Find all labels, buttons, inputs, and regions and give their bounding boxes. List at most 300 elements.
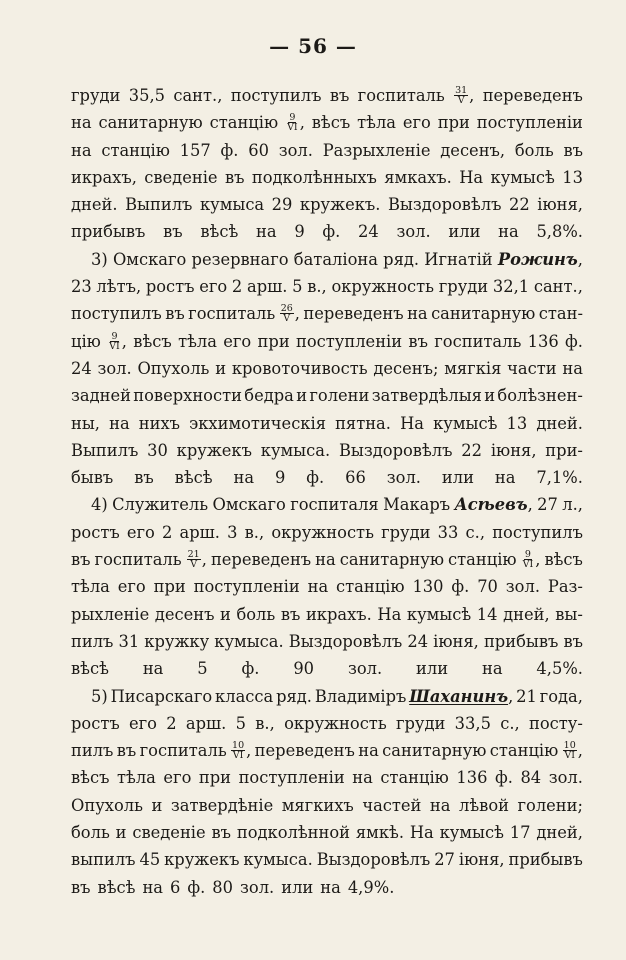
- word: вы-: [555, 604, 583, 624]
- word: на: [71, 140, 92, 160]
- word: ростъ: [71, 713, 120, 733]
- word: 14: [476, 604, 498, 624]
- word: ф.: [565, 331, 583, 351]
- fraction-month: V: [190, 559, 198, 571]
- word: 5): [91, 686, 108, 706]
- word: госпиталь: [188, 304, 276, 324]
- word: Асѣевъ,: [454, 495, 533, 515]
- word: 4): [91, 495, 108, 515]
- text-line: [71, 655, 583, 682]
- word: поступленіи: [193, 577, 300, 597]
- word: въ: [408, 331, 428, 351]
- word: его: [163, 768, 192, 788]
- fraction-month: V: [283, 313, 291, 325]
- word: при: [437, 113, 470, 133]
- word: $\frac{31}{V}$ ,: [455, 85, 475, 106]
- fraction-day: 9: [524, 549, 531, 561]
- word: в.,: [307, 277, 327, 297]
- text-line: [71, 601, 583, 628]
- word: іюня,: [537, 195, 583, 215]
- text-line: [71, 437, 583, 464]
- word: вѣсъ: [133, 331, 172, 351]
- word: зол.: [240, 877, 275, 897]
- word: поступилъ: [230, 86, 322, 105]
- word: цію: [71, 331, 101, 351]
- word: $\frac{26}{V}$ ,: [280, 303, 300, 325]
- word: сведеніе: [144, 167, 218, 187]
- word: Раз-: [547, 577, 583, 597]
- word: задней: [71, 386, 131, 406]
- word: 27: [434, 850, 455, 870]
- word: вѣсъ: [311, 113, 351, 133]
- word: ямкахъ.: [384, 167, 452, 187]
- word: зол.: [97, 358, 132, 378]
- word: ф.: [495, 768, 513, 788]
- word: ф.: [306, 468, 325, 488]
- text-line: [71, 82, 583, 109]
- word: 9: [294, 222, 305, 242]
- word: Выздоровѣлъ: [338, 440, 453, 460]
- word: $\frac{9}{VI}$ ,: [287, 112, 305, 134]
- word: дней,: [503, 604, 550, 624]
- word: поступилъ: [71, 304, 162, 324]
- word: прибывъ: [71, 222, 146, 242]
- word: санитарную: [431, 304, 536, 324]
- date-fraction: [108, 332, 121, 351]
- word: и: [220, 604, 231, 624]
- text-line: [71, 137, 583, 164]
- word: ямкѣ.: [355, 823, 404, 843]
- word: голени: [309, 386, 370, 406]
- word: 157: [179, 140, 211, 160]
- word: тѣла: [117, 768, 156, 788]
- word: въ: [329, 86, 350, 105]
- word: на: [320, 877, 341, 897]
- word: 31: [118, 631, 140, 651]
- word: подколѣнной: [236, 823, 351, 843]
- word: госпиталь: [94, 550, 182, 570]
- word: кумысѣ: [439, 823, 504, 843]
- word: его: [402, 113, 431, 133]
- word: 27: [537, 495, 558, 515]
- word: бедра: [244, 386, 294, 406]
- word: кружекъ: [176, 440, 252, 460]
- word: поступилъ: [492, 522, 583, 542]
- word: выпилъ: [71, 850, 136, 870]
- word: боль: [514, 140, 554, 160]
- word: частей: [362, 795, 422, 815]
- word: кружекъ.: [299, 195, 381, 215]
- word: Омскаго: [112, 249, 187, 269]
- word: на: [407, 304, 428, 324]
- text-line: [71, 519, 583, 546]
- word: и: [484, 386, 496, 406]
- word: санитарную: [339, 550, 445, 570]
- word: мягкихъ: [281, 795, 354, 815]
- word: Выпилъ: [71, 440, 139, 460]
- word: зол.: [505, 577, 540, 597]
- word: пилъ: [71, 631, 114, 651]
- word: іюня,: [490, 440, 537, 460]
- word: переведенъ: [482, 86, 583, 105]
- word: при-: [545, 440, 583, 460]
- word: $\frac{10}{VI}$ ,: [563, 740, 583, 762]
- word: бывъ: [71, 468, 114, 488]
- word: затвердѣніе: [170, 795, 274, 815]
- word: 24: [407, 631, 429, 651]
- word: груди: [71, 86, 121, 105]
- word: подколѣнныхъ: [251, 167, 377, 187]
- text-line: [71, 382, 583, 409]
- word: въ: [563, 140, 583, 160]
- word: голени;: [517, 795, 583, 815]
- word: ф.: [220, 140, 239, 160]
- word: ростъ: [71, 522, 120, 542]
- text-line: [71, 737, 583, 764]
- word: $\frac{10}{VI}$ ,: [232, 740, 252, 762]
- word: и: [215, 358, 227, 378]
- word: прибывъ: [483, 631, 559, 651]
- word: зол.: [278, 140, 313, 160]
- word: стан-: [538, 304, 583, 324]
- word: икрахъ,: [71, 167, 137, 187]
- word: станцію: [336, 577, 405, 597]
- word: 9: [275, 468, 286, 488]
- word: въ: [163, 222, 183, 242]
- text-line: [71, 710, 583, 737]
- word: Выздоровѣлъ: [387, 195, 502, 215]
- word: іюня,: [458, 850, 505, 870]
- word: лѣтъ,: [96, 277, 142, 297]
- word: части: [507, 358, 557, 378]
- word: поступленіи: [238, 768, 345, 788]
- word: арш.: [179, 522, 220, 542]
- word: тѣла: [71, 577, 110, 597]
- word: или: [416, 659, 449, 679]
- date-fraction: [231, 741, 245, 760]
- word: вѣсѣ: [71, 659, 109, 679]
- word: на: [429, 795, 451, 815]
- word: десенъ: [154, 604, 215, 624]
- word: въ: [211, 823, 232, 843]
- word: кумыса: [199, 195, 265, 215]
- text-line: [71, 328, 583, 355]
- date-fraction: [280, 304, 294, 323]
- word: 33,5: [454, 713, 491, 733]
- fraction-day: 9: [111, 330, 118, 342]
- word: санитарную: [382, 741, 487, 761]
- word: с.,: [465, 522, 486, 542]
- word: его: [223, 331, 252, 351]
- word: 66: [345, 468, 366, 488]
- word: зол.: [396, 222, 431, 242]
- word: въ: [134, 468, 154, 488]
- word: экхимотическія: [189, 413, 326, 433]
- fraction-month: VI: [564, 750, 576, 762]
- word: груди: [395, 713, 446, 733]
- word: зол.: [386, 468, 421, 488]
- word: ф.: [187, 877, 206, 897]
- word: 30: [147, 440, 168, 460]
- word: 5: [292, 277, 303, 297]
- word: госпиталь: [139, 741, 227, 761]
- word: кумысѣ: [490, 167, 555, 187]
- word: мягкія: [444, 358, 502, 378]
- word: 32,1: [492, 277, 530, 297]
- fraction-day: 26: [280, 303, 293, 315]
- text-line: [71, 109, 583, 136]
- word: на: [481, 659, 503, 679]
- word: сант.,: [533, 277, 583, 297]
- word: икрахъ.: [305, 604, 372, 624]
- word: Шаханинъ,: [409, 686, 514, 706]
- word: 24: [358, 222, 379, 242]
- word: въ: [116, 741, 137, 761]
- text-line: [71, 792, 583, 819]
- word: вѣсѣ: [174, 468, 213, 488]
- word: десенъ;: [373, 358, 439, 378]
- word: 60: [248, 140, 269, 160]
- word: на: [142, 877, 164, 897]
- word: Омскаго: [212, 495, 286, 515]
- text-line: [71, 546, 583, 573]
- word: или: [281, 877, 314, 897]
- text-line: [71, 246, 583, 273]
- word: в.,: [244, 522, 265, 542]
- word: 24: [71, 358, 92, 378]
- word: на: [498, 222, 519, 242]
- word: ряд.: [383, 249, 420, 269]
- word: поступленіи: [296, 331, 403, 351]
- word: 5,8%.: [536, 222, 583, 242]
- date-fraction: [286, 113, 299, 132]
- word: вѣсѣ: [200, 222, 239, 242]
- word: в.,: [255, 713, 275, 733]
- text-line: [71, 410, 583, 437]
- word: пилъ: [71, 741, 114, 761]
- patient-surname: Рожинъ: [497, 249, 578, 269]
- fraction-month: VI: [522, 559, 534, 571]
- word: переведенъ: [254, 741, 355, 761]
- word: на: [109, 413, 130, 433]
- text-line: [71, 764, 583, 791]
- word: вѣсъ: [544, 550, 583, 570]
- word: и: [296, 386, 308, 406]
- word: 22: [461, 440, 483, 460]
- word: Рожинъ,: [497, 249, 583, 269]
- word: госпиталь: [357, 86, 445, 105]
- word: Владиміръ: [314, 686, 407, 706]
- word: 35,5: [128, 86, 166, 105]
- word: 80: [212, 877, 234, 897]
- word: боль: [236, 604, 276, 624]
- word: посту-: [528, 713, 583, 733]
- word: $\frac{9}{VI}$ ,: [522, 549, 541, 571]
- word: кровоточивость: [231, 358, 368, 378]
- word: 2: [162, 522, 173, 542]
- word: на: [315, 550, 336, 570]
- word: 45: [139, 850, 161, 870]
- word: станцію: [209, 113, 279, 133]
- word: 17: [509, 823, 531, 843]
- text-line: [71, 573, 583, 600]
- word: 7,1%.: [536, 468, 583, 488]
- word: класса: [215, 686, 274, 706]
- word: сведеніе: [132, 823, 206, 843]
- word: 136: [456, 768, 488, 788]
- patient-surname: Асѣевъ: [454, 495, 528, 515]
- word: ф.: [322, 222, 341, 242]
- word: и: [151, 795, 163, 815]
- word: вѣсъ: [71, 768, 110, 788]
- word: 3): [91, 249, 108, 269]
- word: въ: [280, 604, 301, 624]
- word: станцію: [489, 741, 559, 761]
- word: поступленіи: [476, 113, 583, 133]
- fraction-day: 10: [232, 740, 245, 752]
- word: на: [233, 468, 255, 488]
- word: госпиталя: [290, 495, 379, 515]
- text-line: [71, 683, 583, 710]
- word: на: [358, 741, 379, 761]
- word: вѣсѣ: [97, 877, 136, 897]
- word: Выздоровѣлъ: [316, 850, 431, 870]
- word: резервнаго: [191, 249, 289, 269]
- word: переведенъ: [303, 304, 404, 324]
- word: 130: [412, 577, 444, 597]
- fraction-month: V: [457, 95, 465, 106]
- word: ф.: [451, 577, 470, 597]
- word: Опухоль: [71, 795, 143, 815]
- word: Разрыхленіе: [322, 140, 431, 160]
- word: въ: [71, 877, 91, 897]
- word: пятна.: [335, 413, 391, 433]
- word: дней,: [536, 823, 583, 843]
- word: въ: [224, 167, 245, 187]
- word: окружность: [331, 277, 435, 297]
- word: 13: [506, 413, 528, 433]
- word: его: [126, 522, 155, 542]
- word: лѣвой: [459, 795, 509, 815]
- date-fraction: [522, 550, 535, 569]
- word: санитарную: [98, 113, 203, 133]
- text-line: [71, 218, 583, 245]
- date-fraction: [187, 550, 201, 569]
- word: болѣзнен-: [497, 386, 583, 406]
- word: рыхленіе: [71, 604, 150, 624]
- word: зол.: [347, 659, 383, 679]
- word: Игнатій: [424, 249, 493, 269]
- word: На: [377, 604, 402, 624]
- word: или: [448, 222, 481, 242]
- word: 90: [293, 659, 315, 679]
- word: $\frac{9}{VI}$ ,: [109, 330, 127, 352]
- word: окружность: [284, 713, 387, 733]
- word: дней.: [536, 413, 583, 433]
- word: груди: [381, 522, 431, 542]
- word: прибывъ: [508, 850, 583, 870]
- word: кружекъ: [164, 850, 240, 870]
- fraction-day: 21: [187, 549, 200, 561]
- word: его: [129, 713, 157, 733]
- word: кружку: [144, 631, 210, 651]
- word: на: [142, 659, 164, 679]
- word: его: [199, 277, 228, 297]
- word: 2: [166, 713, 177, 733]
- word: зол.: [548, 768, 583, 788]
- word: окружность: [271, 522, 374, 542]
- word: Макаръ: [383, 495, 451, 515]
- word: станцію: [448, 550, 517, 570]
- word: 21: [516, 686, 537, 706]
- word: На: [459, 167, 484, 187]
- word: ны,: [71, 413, 100, 433]
- word: въ: [165, 304, 185, 324]
- word: Служитель: [112, 495, 209, 515]
- word: его: [117, 577, 146, 597]
- body-text: [71, 82, 583, 901]
- word: ряд.: [276, 686, 312, 706]
- date-fraction: [454, 86, 468, 105]
- word: на: [562, 358, 583, 378]
- word: с.,: [500, 713, 520, 733]
- word: при: [257, 331, 290, 351]
- word: боль: [71, 823, 110, 843]
- word: 70: [477, 577, 498, 597]
- word: ростъ: [145, 277, 195, 297]
- word: На: [400, 413, 424, 433]
- word: при: [198, 768, 232, 788]
- text-line: [71, 491, 583, 518]
- word: кумысѣ: [406, 604, 472, 624]
- word: груди: [438, 277, 489, 297]
- word: затвердѣлыя: [371, 386, 482, 406]
- page-number: — 56 —: [269, 34, 357, 58]
- text-line: [71, 819, 583, 846]
- word: и: [115, 823, 127, 843]
- word: кумыса.: [243, 850, 313, 870]
- word: станцію: [380, 768, 449, 788]
- word: при: [153, 577, 186, 597]
- word: переведенъ: [210, 550, 312, 570]
- word: іюня,: [433, 631, 479, 651]
- word: 13: [562, 167, 583, 187]
- word: На: [409, 823, 434, 843]
- word: 5: [235, 713, 246, 733]
- word: сант.,: [173, 86, 223, 105]
- text-line: [71, 273, 583, 300]
- word: баталіона: [293, 249, 378, 269]
- word: кумысѣ: [433, 413, 498, 433]
- text-line: [71, 191, 583, 218]
- word: станцію: [101, 140, 170, 160]
- word: кумыса.: [214, 631, 284, 651]
- text-line: [71, 164, 583, 191]
- word: въ: [71, 550, 91, 570]
- word: Выпилъ: [125, 195, 193, 215]
- word: на: [352, 768, 373, 788]
- text-line: [71, 628, 583, 655]
- word: нихъ: [138, 413, 181, 433]
- word: кумыса.: [260, 440, 331, 460]
- word: Выздоровѣлъ: [288, 631, 403, 651]
- word: или: [441, 468, 474, 488]
- word: ф.: [241, 659, 260, 679]
- text-line: [71, 355, 583, 382]
- text-line: [71, 846, 583, 873]
- word: 22: [509, 195, 530, 215]
- fraction-day: 10: [563, 740, 576, 752]
